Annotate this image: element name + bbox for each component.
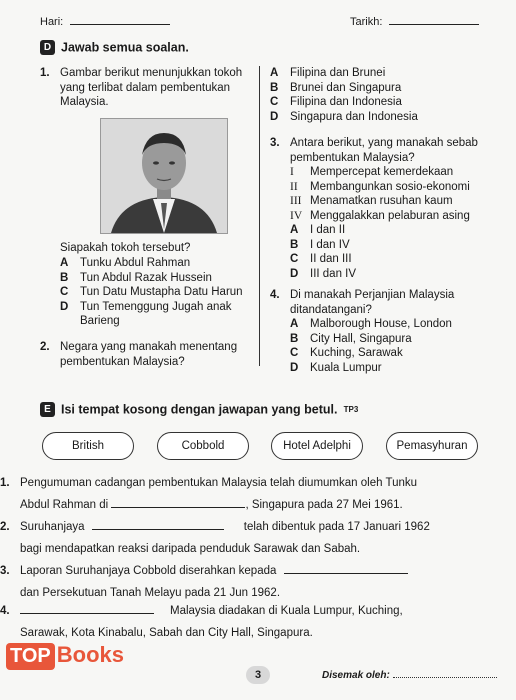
option-text: III dan IV [310,267,357,280]
checked-by-blank[interactable] [393,677,497,678]
item-text: Abdul Rahman di [20,499,109,511]
choice-pemasyhuran[interactable]: Pemasyhuran [386,432,478,460]
blank-3[interactable] [284,573,408,574]
item-text: dan Persekutuan Tanah Melayu pada 21 Jun 1962. [20,587,281,599]
portrait-photo [100,118,228,234]
option-key: D [270,110,279,123]
option-text: Filipina dan Indonesia [290,96,402,108]
option-text: Filipina dan Brunei [290,67,386,79]
fill-item-2 [0,516,476,560]
question-1-options [60,256,255,329]
choice-cobbold[interactable]: Cobbold [157,432,249,460]
option-key: A [290,224,299,236]
item-text: , Singapura pada 27 Mei 1961. [245,499,403,511]
question-1-number: 1. [40,67,50,79]
section-e-heading [40,402,358,417]
item-text: telah dibentuk pada 17 Januari 1962 [243,521,430,533]
question-2-text: Negara yang manakah menentang pembentukan Malaysia? [60,341,238,368]
item-text: Malaysia diadakan di Kuala Lumpur, Kuching, [170,605,403,617]
statement-text: Membangunkan sosio-ekonomi [310,180,470,193]
option-text: Singapura dan Indonesia [290,110,418,123]
q1-option-c[interactable] [60,285,255,300]
choice-british[interactable]: British [42,432,134,460]
option-key: D [290,267,299,280]
option-text: Tunku Abdul Rahman [80,257,191,269]
option-text: Tun Abdul Razak Hussein [80,271,212,284]
statement-key: II [290,180,298,193]
item-number: 4. [0,605,10,617]
day-blank[interactable] [70,24,170,25]
option-key: B [290,238,299,251]
fill-item-4 [0,600,476,644]
option-key: C [270,96,279,108]
section-e-title: Isi tempat kosong dengan jawapan yang betul. [61,402,338,417]
page-number: 3 [246,666,270,684]
statement-text: Menggalakkan pelaburan asing [310,209,470,222]
option-key: C [290,253,299,265]
section-d-badge: D [40,40,55,55]
option-key: B [290,332,299,345]
item-text: bagi mendapatkan reaksi daripada penduduk Sarawak dan Sabah. [20,543,361,555]
logo-books: Books [56,642,125,667]
statement-text: Menamatkan rusuhan kaum [310,195,453,207]
question-3 [270,136,482,281]
fill-item-3 [0,560,476,604]
option-text: I dan II [310,224,346,236]
tp-level-badge: TP3 [343,405,359,414]
option-text: Malborough House, London [310,318,452,330]
question-4 [270,288,482,375]
q1-option-b[interactable] [60,271,255,286]
item-text: Pengumuman cadangan pembentukan Malaysia telah diumumkan oleh Tunku [20,477,418,489]
option-key: B [60,271,69,284]
option-key: D [60,300,69,313]
question-2 [40,340,252,369]
q4-option-b[interactable] [290,332,482,347]
option-text: II dan III [310,253,352,265]
option-key: B [270,81,279,94]
option-text: City Hall, Singapura [310,332,412,345]
item-number: 1. [0,477,10,489]
question-1-prompt: Siapakah tokoh tersebut? [60,242,191,254]
item-text: Sarawak, Kota Kinabalu, Sabah dan City Hall, Singapura. [20,627,313,639]
q1-option-a[interactable] [60,256,255,271]
q2-option-c[interactable] [270,95,490,110]
option-text: I dan IV [310,238,350,251]
question-3-number: 3. [270,137,280,149]
q3-option-b[interactable] [290,238,482,253]
q2-option-b[interactable] [270,81,490,96]
q2-option-d[interactable] [270,110,490,125]
option-key: C [60,286,69,298]
question-2-number: 2. [40,341,50,353]
item-text: Suruhanjaya [20,521,85,533]
date-label: Tarikh: [350,16,383,28]
q3-option-c[interactable] [290,252,482,267]
item-number: 3. [0,565,10,577]
question-4-number: 4. [270,289,280,301]
q4-option-a[interactable] [290,317,482,332]
q2-option-a[interactable] [270,66,490,81]
header-day [40,16,170,28]
section-e-badge: E [40,402,55,417]
q1-option-d[interactable] [60,300,255,329]
statement-key: IV [290,209,303,222]
q3-statement-4 [290,209,482,224]
day-label: Hari: [40,16,64,28]
option-key: C [290,347,299,359]
statement-text: Mempercepat kemerdekaan [310,166,454,178]
header-date [350,16,479,28]
q3-statement-2 [290,180,482,195]
blank-4[interactable] [20,613,154,614]
q3-statement-3 [290,194,482,209]
choice-hotel-adelphi[interactable]: Hotel Adelphi [271,432,363,460]
logo-top: TOP [6,643,55,670]
option-text: Tun Datu Mustapha Datu Harun [80,286,243,298]
blank-1[interactable] [111,507,245,508]
option-key: A [290,318,299,330]
portrait-image [101,119,227,233]
q3-option-a[interactable] [290,223,482,238]
question-4-text: Di manakah Perjanjian Malaysia ditandatangani? [290,289,455,316]
column-divider [259,66,260,366]
option-text: Brunei dan Singapura [290,81,402,94]
statement-key: I [290,166,294,178]
option-key: A [60,257,69,269]
section-d-title: Jawab semua soalan. [61,40,189,55]
q4-option-d[interactable] [290,361,482,376]
question-1 [40,66,250,110]
statement-key: III [290,195,302,207]
option-key: A [270,67,279,79]
date-blank[interactable] [389,24,479,25]
q3-statement-1 [290,165,482,180]
option-text: Kuching, Sarawak [310,347,403,359]
topbooks-logo [6,642,124,670]
blank-2[interactable] [92,529,224,530]
checked-by-label: Disemak oleh: [322,670,390,681]
question-3-text: Antara berikut, yang manakah sebab pembentukan Malaysia? [290,137,478,164]
item-text: Laporan Suruhanjaya Cobbold diserahkan kepada [20,565,277,577]
fill-item-1 [0,472,476,516]
option-text: Tun Temenggung Jugah anak Barieng [80,300,232,327]
item-number: 2. [0,521,10,533]
question-1-text: Gambar berikut menunjukkan tokoh yang terlibat dalam pembentukan Malaysia. [60,67,243,108]
q3-option-d[interactable] [290,267,482,282]
q4-option-c[interactable] [290,346,482,361]
option-key: D [290,361,299,374]
checked-by [322,670,497,681]
question-2-options [270,66,490,124]
option-text: Kuala Lumpur [310,361,382,374]
section-d-heading [40,40,189,55]
